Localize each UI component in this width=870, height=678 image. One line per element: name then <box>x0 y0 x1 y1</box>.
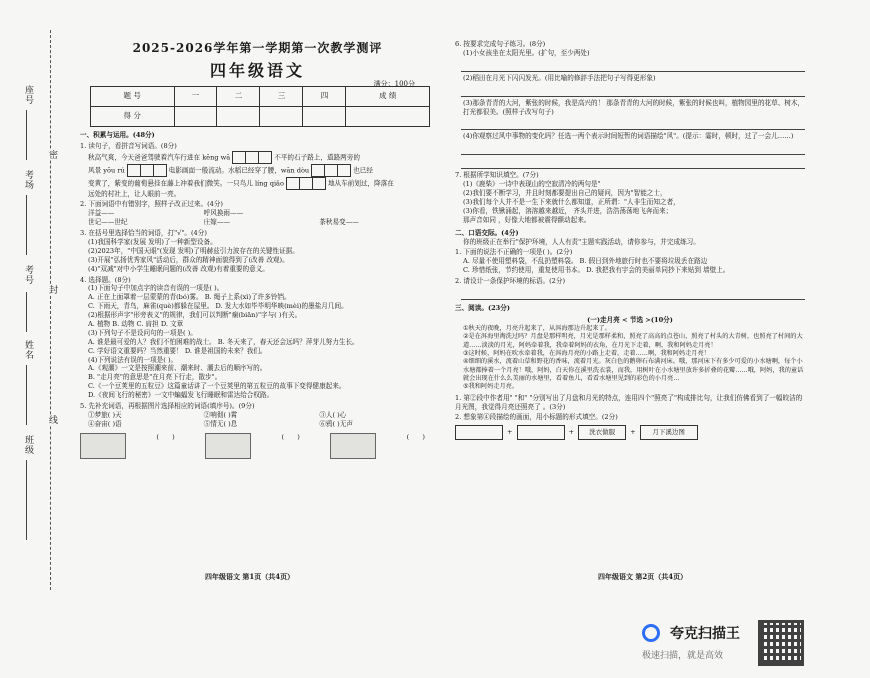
q1-line2: 风景 yōu rú <box>88 166 125 175</box>
passage-paragraph: ④细细的溪水，流着山草和野花的香味，流着月光。灰白色的鹅卵石布满河床。哦，那河床下有多少可爱的小水塘啊，每个小水塘都捧着一个月亮！哦，阿妈，白天你在溪里洗衣裳，而我，用树叶在小水塘里放许多折叠的花瓣……哦，阿妈，我的童话就会出现在什么么美丽的水塘里，看着鱼儿，看看水塘里见到的彩色的小月亮… <box>463 358 804 382</box>
answer-line[interactable] <box>461 118 805 130</box>
question-7: 7. 根据所学知识填空。(7分) <box>455 171 539 180</box>
q5-item[interactable]: ④奋宙( )语 <box>88 419 122 428</box>
score-header-cell: 二 <box>217 86 260 106</box>
room-blank[interactable] <box>26 195 27 255</box>
q6-item-3: (3)那条青青的大河，紫张的时候，我是高兴的！ 那条青青的大河的时候，紫张的时候也叫，植物园里的花草、树木，打光都很美。(照样子改写句子) <box>463 98 805 116</box>
page-1 <box>80 30 435 459</box>
q1-line4: 远处的村社上，让人眼前一亮。 <box>88 189 181 198</box>
reading-title: (一)走月亮 < 节选 >(10分) <box>587 315 673 324</box>
q1-line2c: 也已经 <box>353 166 373 175</box>
q6-item-1: (1)小女孩坐在太阳光里。(扩句，至少两处) <box>463 48 590 57</box>
score-header-cell: 成 绩 <box>346 86 430 106</box>
name-blank[interactable] <box>26 365 27 425</box>
q4-line: B. "走月亮"的意思是"在月亮下行走，散步"。 <box>88 373 222 382</box>
pinyin-grid[interactable] <box>311 164 351 177</box>
exam-no-blank[interactable] <box>26 292 27 332</box>
question-5: 5. 先补充词语，再根据图片选择相应的词语(填序号)。(9分) <box>80 402 255 411</box>
label-seat: 座号 <box>23 85 33 105</box>
section-2-q1: 1. 下面的说法不正确的一项是( )。(2分) <box>455 248 573 257</box>
q1-line1: 秋高气爽，今天爸爸驾驶着汽车行进在 kēng wā <box>88 153 231 162</box>
illustration-1 <box>80 433 126 459</box>
question-1-text <box>80 151 435 199</box>
option-line[interactable]: C. 珍惜纸张，节约使用，重复使用书本。 D. 我把我有宇会的美丽单同抄下来贴到 墙壁上。 <box>463 266 730 275</box>
q4-line: C. 下雨天，青鸟，麻雀(què)都躲在屋里。 D. 发大水如毕毕明华映(mèi)的墨盐月几间。 <box>88 302 348 311</box>
q7-item[interactable]: (1)《鹿柴》一诗中表现山的空寂清冷的两句是" <box>463 180 601 189</box>
question-5-items <box>80 411 435 429</box>
question-7-items <box>455 180 805 224</box>
score-input-cell[interactable] <box>217 106 260 126</box>
illustration-3 <box>330 433 376 459</box>
quark-logo-icon <box>642 624 660 642</box>
section-2-intro: 你的班级正在举行"保护环境，人人有责"主题实践活动，请你参与，并完成练习。 <box>463 237 700 246</box>
watermark-name: 夸克扫描王 <box>670 626 740 642</box>
passage-paragraph: ③这时候，阿妈在吹水牵着我，在洱海月亮的小路上走着，走着……啊，我和阿妈走月亮！ <box>463 349 710 357</box>
answer-box[interactable] <box>517 425 565 440</box>
score-input-cell[interactable] <box>346 106 430 126</box>
binding-margin <box>0 30 70 590</box>
illustration-2 <box>205 433 251 459</box>
question-4-items <box>80 284 435 400</box>
seat-blank[interactable] <box>26 110 27 160</box>
question-4: 4. 选择题。(8分) <box>80 275 131 284</box>
answer-line[interactable] <box>461 288 805 300</box>
section-2-options <box>455 257 805 275</box>
q3-item[interactable]: (4)"双减"对中小学生睡眠问题的(改善 改观)有着重要的意义。 <box>88 264 269 273</box>
q3-item[interactable]: (2)2023年，"中国天眼"(发现 发明)了明赫兹引力波存在的关键性证据。 <box>88 246 299 255</box>
score-table <box>90 86 430 127</box>
q4-line: (3)下列句子不是设问句的一项是( )。 <box>88 328 197 337</box>
q1-line3: 变黄了，紫变的葡萄悬挂在藤上冲着我们微笑。一只鸟儿 líng qiǎo <box>88 179 284 188</box>
section-2-q2: 2. 请设计一条保护环境的标语。(2分) <box>455 277 566 286</box>
q5-pictures <box>80 433 435 459</box>
q3-item[interactable]: (3)开展"弘扬优秀家风"活动后，群众的精神面貌得到了(改善 改观)。 <box>88 255 289 264</box>
passage-paragraph: ⑤我和阿妈走月亮。 <box>463 383 519 391</box>
seal-xian: 线 <box>47 415 57 425</box>
q2-item: 世记——世纪 <box>88 218 128 227</box>
q5-item[interactable]: ⑤情无( )息 <box>203 419 238 428</box>
score-label-cell: 得 分 <box>91 106 175 126</box>
full-score: 满分：100分 <box>373 80 415 88</box>
page-2 <box>455 30 805 440</box>
score-input-cell[interactable] <box>260 106 303 126</box>
question-1: 1. 读句子，看拼音写词语。(8分) <box>80 141 177 150</box>
score-header-cell: 三 <box>260 86 303 106</box>
q4-line: A. 正在上面罩着一层蒙蒙的青(bó)雾。 B. 绳子上系(xì)了许多铃铛。 <box>88 293 291 302</box>
score-input-cell[interactable] <box>174 106 217 126</box>
answer-paren[interactable]: ( ) <box>156 432 175 441</box>
answer-line[interactable] <box>461 60 805 72</box>
q3-item[interactable]: (1)我国科学家(发展 发明)了一种新型设备。 <box>88 238 217 247</box>
given-box: 洗衣做服 <box>578 425 626 440</box>
label-class: 班级 <box>23 435 33 455</box>
question-2: 2. 下面词语中有错别字，照样子改正过来。(4分) <box>80 200 224 209</box>
q2-item: 庄嫁—— <box>203 218 231 227</box>
q2-item: 洋益—— <box>88 209 115 218</box>
pinyin-grid[interactable] <box>232 151 272 164</box>
score-input-cell[interactable] <box>303 106 346 126</box>
pinyin-grid[interactable] <box>286 177 326 190</box>
reading-passage <box>455 325 805 392</box>
q5-item[interactable]: ⑥鸦( )无声 <box>319 419 353 428</box>
q7-item[interactable]: 那声音如同 ，好像大地都被震得颤动起来。 <box>463 215 591 224</box>
q7-item[interactable]: (3)你看，铁锹涌起，溶溶越来越近， 齐头并进，浩浩荡荡地飞奔而来； <box>463 206 673 215</box>
pinyin-grid[interactable] <box>127 164 167 177</box>
qr-code-icon[interactable] <box>758 620 804 666</box>
score-header-cell: 题 号 <box>91 86 175 106</box>
q4-line: (2)根据形声字"形旁表义"的规律，我们可以判断"痫(biān)"字与( )有关。 <box>88 311 302 320</box>
q4-line: A. 谁是最可爱的人？我们不怕困难的战士。 B. 冬天来了，春天还会远吗？萍芽儿努力生长。 <box>88 337 359 346</box>
section-2-title: 二、口语交际。(4分) <box>455 228 519 237</box>
passage-paragraph: ②是在洱海里淘洗过吗？月盘是那样明亮，月光是那样柔和，照亮了高高的点苍山，照亮了村头的大青树，也照亮了村间的大道……淡淡的月光，阿妈牵着我，我牵着阿妈的衣角，在月光下走着，啊，我和阿妈走月亮！ <box>463 333 803 349</box>
label-exam-no: 考号 <box>23 265 33 285</box>
passage-paragraph: ①秋天的夜晚，月亮升起来了，从洱海那边升起来了。 <box>463 324 611 332</box>
answer-line[interactable] <box>461 85 805 97</box>
q7-item[interactable]: (3)我们每个人并不是一生下来就什么都知道，正所谓："人非生而知之者， <box>463 198 680 207</box>
section-1-title: 一、积累与运用。(48分) <box>80 130 155 139</box>
score-value-row <box>91 106 430 126</box>
answer-paren[interactable]: ( ) <box>406 432 425 441</box>
answer-line[interactable] <box>461 143 805 155</box>
section-3-title: 三、阅读。(23分) <box>455 304 510 313</box>
q6-item-2: (2)稻田在月光下闪闪发光。(用比喻的修辞手法把句子写得更形象) <box>463 73 656 82</box>
q4-line: A. 植物 B. 动物 C. 肩担 D. 文章 <box>88 320 184 329</box>
q4-line: D.《夜间飞行的秘密》一文中蝙蝠发飞行睡眠和雷达给合权路。 <box>88 391 274 400</box>
given-box: 月下溪边图 <box>640 425 698 440</box>
q2-item: 呼风换雨—— <box>203 209 244 218</box>
label-name: 姓名 <box>23 340 33 360</box>
q1-line2b: 电影画面一般流动。水稻已经穿了腰，wān dòu <box>168 166 310 175</box>
answer-line[interactable] <box>461 157 805 169</box>
q5-item[interactable]: ③人( )心 <box>319 410 347 419</box>
exam-subject: 四年级语文 <box>209 61 305 81</box>
exam-title: 2025-2026学年第一学期第一次教学测评 <box>132 41 383 55</box>
seal-line <box>50 30 51 590</box>
question-6: 6. 按要求完成句子练习。(8分) <box>455 40 546 48</box>
watermark-slogan: 极速扫描，就是高效 <box>642 651 724 661</box>
q1-line3b: 地从车前划过，降落在 <box>327 179 394 188</box>
q4-line: C.《一个豆荚里的五粒豆》这篇童话讲了一个豆荚里的第五粒豆的故事下变得健康起来。 <box>88 382 346 391</box>
page-2-footer: 四年级语文 第2页（共4页） <box>598 572 688 581</box>
label-room: 考场 <box>23 170 33 190</box>
q4-line: C. 学好语文重要吗？当然重要！ D. 谁是祖国的未来？我们。 <box>88 346 267 355</box>
score-header-cell: 四 <box>303 86 346 106</box>
q1-line1b: 不平的石子路上，道路两旁的 <box>274 153 360 162</box>
reading-question-2: 2. 想象第④段描绘的画面，用小标题的形式填空。(2分) <box>455 413 618 422</box>
answer-paren[interactable]: ( ) <box>281 432 300 441</box>
seal-mi: 密 <box>47 150 57 160</box>
q4-line: A.《观潮》一文是按照潮来前、潮来时、潮去后的顺序写的。 <box>88 364 267 373</box>
reading-question-1: 1. 第②段中作者用" "和" "分别写出了月盘和月光的特点，连用四个"照亮了"构成排比句，让我们仿佛看到了一幅皎洁的月光图，我觉得月亮还照亮了 。(3分) <box>455 393 803 411</box>
question-3: 3. 在括号里选择恰当的词语，打"√"。(4分) <box>80 229 207 238</box>
q7-item[interactable]: (2)我们要不断学习，并且时刻都要提出自己的疑问，因为"智能之士， <box>463 189 667 198</box>
seal-feng: 封 <box>47 285 57 295</box>
question-3-items <box>80 238 435 274</box>
q5-item[interactable]: ②响彻( )霄 <box>203 410 238 419</box>
q4-line: (1)下面句子中加点字的读音有误的一项是( )。 <box>88 284 224 293</box>
option-line[interactable]: A. 尽量不使用塑料袋，不乱扔塑料袋。 B. 假日到外地旅行时也不要将垃圾丢在路边 <box>463 257 708 266</box>
answer-box[interactable] <box>455 425 503 440</box>
question-2-items <box>80 209 435 227</box>
q4-line: (4)下列说法有误的一项是( )。 <box>88 355 178 364</box>
class-blank[interactable] <box>26 460 27 540</box>
q6-item-4: (4)你观察过风中事物的变化吗？任选一两个表示时间短暂的词语描绘"风"。(提示：霎时，顿时，过了一会儿……) <box>463 132 794 141</box>
q2-item: 茶秋易变—— <box>319 218 359 227</box>
page-1-footer: 四年级语文 第1页（共4页） <box>205 572 295 581</box>
score-header-cell: 一 <box>174 86 217 106</box>
title-boxes: + + 洗衣做服 + 月下溪边图 <box>455 425 805 440</box>
q5-item[interactable]: ①梦旅( )天 <box>88 410 122 419</box>
